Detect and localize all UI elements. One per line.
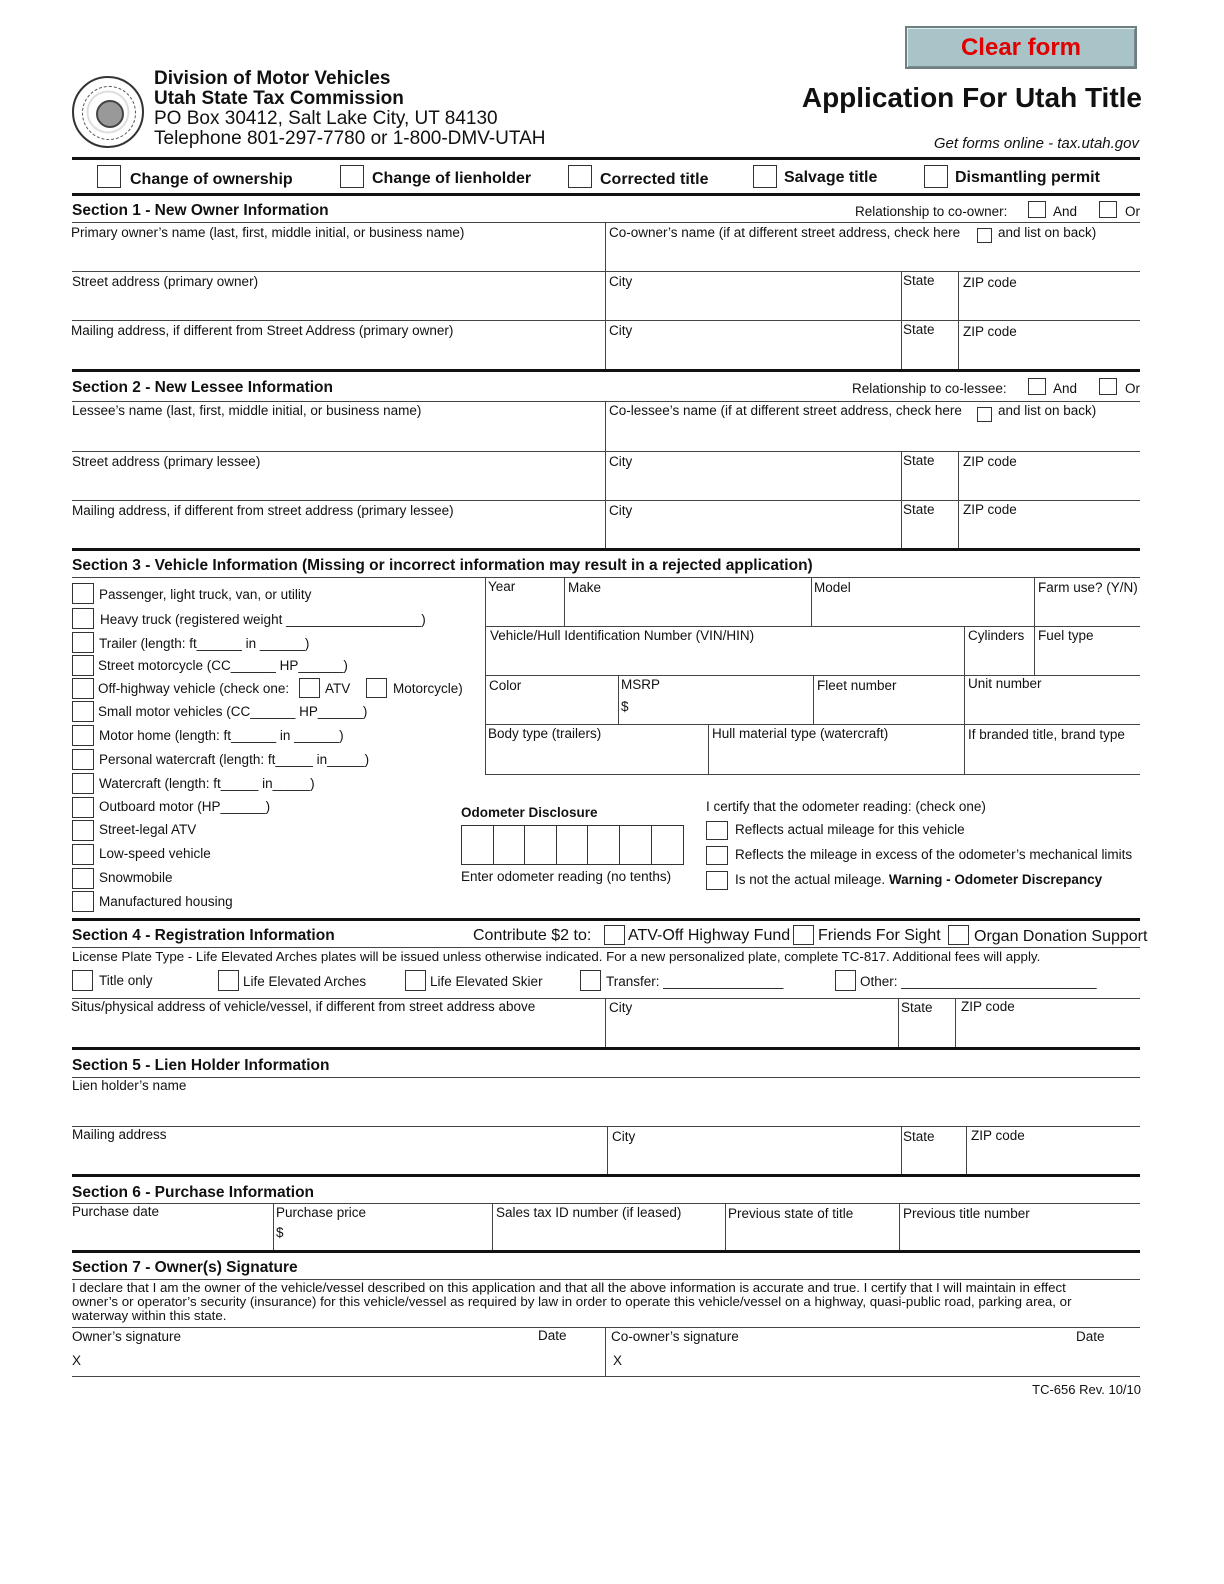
relationship-co-owner-label: Relationship to co-owner:: [855, 204, 1008, 219]
owner-zip-label: ZIP code: [963, 275, 1017, 290]
msrp-dollar-prefix: $: [621, 699, 629, 714]
owner-mailing-city-label: City: [609, 323, 633, 338]
odometer-digit-6[interactable]: [620, 826, 652, 864]
vehicle-type-low-speed-checkbox[interactable]: [72, 844, 94, 865]
lessee-mailing-state-field[interactable]: [902, 501, 958, 549]
license-plate-note: License Plate Type - Life Elevated Arches plates will be issued unless otherwise indicated. For a new personalized plate, complete TC-817. Additional fees will apply.: [72, 949, 1041, 964]
vehicle-type-heavy-truck-checkbox[interactable]: [72, 608, 94, 629]
co-owner-signature-date-label: Date: [1076, 1329, 1105, 1344]
owner-mailing-address-label: Mailing address, if different from Street Address (primary owner): [71, 323, 454, 338]
model-label: Model: [814, 580, 851, 595]
co-owner-or-label: Or: [1125, 204, 1140, 219]
change-of-ownership-checkbox[interactable]: [97, 165, 121, 188]
vehicle-type-personal-watercraft-label: Personal watercraft (length: ft_____ in_____): [99, 752, 370, 767]
situs-zip-field[interactable]: [956, 999, 1140, 1048]
dismantling-permit-checkbox[interactable]: [924, 165, 948, 188]
co-owner-signature-x-mark: X: [613, 1353, 623, 1368]
section3-heading: Section 3 - Vehicle Information (Missing or incorrect information may result in a rejected application): [72, 557, 813, 574]
plate-transfer-label: Transfer: ________________: [606, 974, 784, 989]
co-lessee-list-on-back-label: and list on back): [998, 403, 1097, 418]
co-lessee-or-label: Or: [1125, 381, 1140, 396]
lien-holder-name-field[interactable]: [72, 1078, 1140, 1126]
section1-heading: Section 1 - New Owner Information: [72, 202, 329, 219]
purchase-date-field[interactable]: [72, 1204, 273, 1251]
section5-heading: Section 5 - Lien Holder Information: [72, 1057, 330, 1074]
vehicle-type-watercraft-checkbox[interactable]: [72, 773, 94, 794]
vehicle-type-personal-watercraft-checkbox[interactable]: [72, 749, 94, 770]
divider: [72, 1047, 1140, 1050]
plate-title-only-checkbox[interactable]: [72, 970, 93, 991]
lessee-mailing-city-field[interactable]: [606, 501, 901, 549]
lien-holder-state-label: State: [903, 1129, 935, 1144]
situs-zip-label: ZIP code: [961, 999, 1015, 1014]
declaration-line-2: owner’s or operator’s security (insurance) for this vehicle/vessel as required by law in order to operate this vehicle/vessel on a highway, quasi-public road, parking area, or: [72, 1294, 1072, 1309]
corrected-title-label: Corrected title: [600, 171, 709, 188]
lessee-zip-field[interactable]: [959, 452, 1140, 501]
odometer-digit-1[interactable]: [462, 826, 494, 864]
vehicle-type-low-speed-label: Low-speed vehicle: [99, 846, 211, 861]
vehicle-type-street-motorcycle-label: Street motorcycle (CC______ HP______): [98, 658, 348, 673]
odometer-not-actual-label: [735, 872, 1102, 887]
plate-life-elevated-arches-checkbox[interactable]: [218, 970, 239, 991]
vehicle-type-snowmobile-label: Snowmobile: [99, 870, 173, 885]
divider: [72, 157, 1140, 160]
co-lessee-or-checkbox[interactable]: [1099, 378, 1117, 395]
co-lessee-name-field[interactable]: [606, 402, 1140, 451]
owner-signature-x-mark: X: [72, 1353, 82, 1368]
divider: [72, 1250, 1140, 1253]
lessee-name-field[interactable]: [72, 402, 605, 451]
vehicle-type-off-highway-checkbox[interactable]: [72, 678, 94, 699]
contribute-friends-for-sight-checkbox[interactable]: [793, 925, 814, 945]
owner-mailing-zip-field[interactable]: [959, 321, 1140, 370]
forms-online-link[interactable]: Get forms online - tax.utah.gov: [933, 135, 1139, 152]
contribute-atv-fund-checkbox[interactable]: [604, 925, 625, 945]
ohv-atv-checkbox[interactable]: [299, 678, 320, 698]
odometer-actual-mileage-label: Reflects actual mileage for this vehicle: [735, 822, 965, 837]
lessee-state-label: State: [903, 453, 935, 468]
owner-street-address-field[interactable]: [72, 272, 605, 321]
plate-life-elevated-skier-label: Life Elevated Skier: [430, 974, 543, 989]
odometer-digit-3[interactable]: [525, 826, 557, 864]
owner-zip-field[interactable]: [959, 272, 1140, 321]
vehicle-type-street-legal-atv-checkbox[interactable]: [72, 820, 94, 841]
owner-mailing-zip-label: ZIP code: [963, 324, 1017, 339]
section4-heading: Section 4 - Registration Information: [72, 927, 335, 944]
co-owner-name-label: Co-owner’s name (if at different street address, check here: [609, 225, 961, 240]
ohv-motorcycle-label: Motorcycle): [393, 681, 463, 696]
org-address: PO Box 30412, Salt Lake City, UT 84130: [154, 108, 498, 129]
situs-city-label: City: [609, 1000, 633, 1015]
color-field[interactable]: [486, 676, 618, 724]
lessee-zip-label: ZIP code: [963, 454, 1017, 469]
lessee-mailing-zip-label: ZIP code: [963, 502, 1017, 517]
odometer-discrepancy-warning: Warning - Odometer Discrepancy: [888, 872, 1103, 887]
change-of-ownership-label: Change of ownership: [130, 171, 293, 188]
lessee-city-field[interactable]: [606, 452, 901, 501]
model-field[interactable]: [812, 578, 1034, 626]
situs-state-field[interactable]: [899, 999, 955, 1048]
lessee-city-label: City: [609, 454, 633, 469]
owner-mailing-state-field[interactable]: [902, 321, 958, 370]
vehicle-type-small-motor-label: Small motor vehicles (CC______ HP______): [98, 704, 368, 719]
purchase-price-field[interactable]: [274, 1204, 492, 1251]
vin-field[interactable]: [486, 627, 964, 675]
make-label: Make: [568, 580, 602, 595]
co-lessee-name-label: Co-lessee’s name (if at different street address, check here: [609, 403, 962, 418]
plate-other-label: Other: __________________________: [860, 974, 1097, 989]
divider: [72, 1376, 1140, 1377]
co-owner-and-checkbox[interactable]: [1028, 201, 1046, 218]
msrp-label: MSRP: [621, 677, 661, 692]
owner-mailing-address-field[interactable]: [72, 321, 605, 370]
declaration-line-3: waterway within this state.: [72, 1308, 227, 1323]
plate-title-only-label: Title only: [99, 973, 153, 988]
owner-mailing-city-field[interactable]: [606, 321, 901, 370]
contribute-friends-for-sight-label: Friends For Sight: [818, 927, 941, 944]
year-label: Year: [488, 579, 516, 594]
plate-life-elevated-arches-label: Life Elevated Arches: [243, 974, 367, 989]
vehicle-type-street-motorcycle-checkbox[interactable]: [72, 655, 94, 676]
salvage-title-checkbox[interactable]: [753, 165, 777, 188]
clear-form-button[interactable]: Clear form: [905, 26, 1137, 69]
lien-holder-zip-field[interactable]: [967, 1127, 1140, 1175]
section6-heading: Section 6 - Purchase Information: [72, 1184, 315, 1201]
contribute-organ-donation-label: Organ Donation Support: [974, 928, 1148, 945]
lien-holder-name-label: Lien holder’s name: [72, 1078, 187, 1093]
fuel-type-field[interactable]: [1035, 627, 1140, 675]
odometer-digit-7[interactable]: [652, 826, 684, 864]
co-owner-or-checkbox[interactable]: [1099, 201, 1117, 218]
vehicle-type-manufactured-housing-checkbox[interactable]: [72, 891, 94, 912]
vin-label: Vehicle/Hull Identification Number (VIN/HIN): [490, 628, 755, 643]
odometer-hint: Enter odometer reading (no tenths): [461, 869, 672, 884]
org-telephone: Telephone 801-297-7780 or 1-800-DMV-UTAH: [154, 128, 546, 149]
vehicle-type-heavy-truck-label: Heavy truck (registered weight __________________): [100, 612, 426, 627]
contribute-atv-fund-label: ATV-Off Highway Fund: [628, 927, 791, 944]
lessee-state-field[interactable]: [902, 452, 958, 501]
lien-holder-city-field[interactable]: [608, 1127, 901, 1175]
ohv-motorcycle-checkbox[interactable]: [366, 678, 387, 698]
owner-city-label: City: [609, 274, 633, 289]
ohv-atv-label: ATV: [325, 681, 351, 696]
odometer-exceeds-limits-checkbox[interactable]: [706, 846, 728, 865]
co-owner-list-on-back-label: and list on back): [998, 225, 1097, 240]
cylinders-field[interactable]: [965, 627, 1034, 675]
co-lessee-and-label: And: [1053, 381, 1078, 396]
fuel-type-label: Fuel type: [1038, 628, 1094, 643]
divider: [72, 548, 1140, 551]
vehicle-type-snowmobile-checkbox[interactable]: [72, 868, 94, 889]
purchase-date-label: Purchase date: [72, 1204, 160, 1219]
page-title: Application For Utah Title: [801, 82, 1142, 113]
primary-owner-name-field[interactable]: [72, 223, 605, 272]
vehicle-type-outboard-motor-checkbox[interactable]: [72, 797, 94, 818]
divider: [72, 947, 1140, 948]
previous-state-label: Previous state of title: [728, 1206, 854, 1221]
cylinders-label: Cylinders: [968, 628, 1025, 643]
owner-signature-date-label: Date: [538, 1328, 567, 1343]
owner-city-field[interactable]: [606, 272, 901, 321]
farm-use-field[interactable]: [1035, 578, 1140, 626]
contribute-label: Contribute $2 to:: [473, 927, 592, 944]
lessee-mailing-state-label: State: [903, 502, 935, 517]
change-of-lienholder-checkbox[interactable]: [340, 165, 364, 188]
lien-holder-mailing-label: Mailing address: [72, 1127, 167, 1142]
divider: [72, 1174, 1140, 1177]
previous-state-field[interactable]: [726, 1204, 899, 1251]
utah-state-seal-logo: [72, 76, 144, 148]
odometer-digit-2[interactable]: [494, 826, 526, 864]
divider: [72, 369, 1140, 372]
fleet-number-field[interactable]: [814, 676, 964, 724]
lessee-street-address-field[interactable]: [72, 452, 605, 501]
msrp-field[interactable]: [619, 676, 813, 724]
co-owner-different-address-checkbox[interactable]: [977, 228, 992, 243]
make-field[interactable]: [565, 578, 811, 626]
color-label: Color: [489, 678, 522, 693]
vehicle-type-trailer-label: Trailer (length: ft______ in ______): [99, 636, 310, 651]
sales-tax-id-label: Sales tax ID number (if leased): [496, 1205, 682, 1220]
situs-address-field[interactable]: [72, 999, 605, 1048]
vehicle-type-outboard-motor-label: Outboard motor (HP______): [99, 799, 271, 814]
odometer-digit-5[interactable]: [588, 826, 620, 864]
plate-other-checkbox[interactable]: [835, 970, 856, 991]
vehicle-type-off-highway-label: Off-highway vehicle (check one:: [98, 681, 290, 696]
co-owner-signature-field[interactable]: [606, 1328, 1140, 1376]
fleet-number-label: Fleet number: [817, 678, 897, 693]
owner-signature-field[interactable]: [72, 1328, 605, 1376]
body-type-label: Body type (trailers): [488, 726, 602, 741]
lessee-name-label: Lessee’s name (last, first, middle initial, or business name): [72, 403, 422, 418]
co-lessee-and-checkbox[interactable]: [1028, 378, 1046, 395]
owner-state-label: State: [903, 273, 935, 288]
farm-use-label: Farm use? (Y/N): [1038, 580, 1138, 595]
purchase-price-dollar-prefix: $: [276, 1225, 284, 1240]
body-type-field[interactable]: [486, 725, 708, 774]
lessee-mailing-address-field[interactable]: [72, 501, 605, 549]
vehicle-type-street-legal-atv-label: Street-legal ATV: [99, 822, 197, 837]
contribute-organ-donation-checkbox[interactable]: [948, 925, 969, 945]
odometer-exceeds-limits-label: Reflects the mileage in excess of the odometer’s mechanical limits: [735, 847, 1133, 862]
odometer-certify-label: I certify that the odometer reading: (check one): [706, 799, 986, 814]
odometer-reading-input[interactable]: [461, 825, 684, 865]
form-id: TC-656 Rev. 10/10: [1032, 1382, 1141, 1397]
lessee-street-address-label: Street address (primary lessee): [72, 454, 261, 469]
plate-transfer-checkbox[interactable]: [580, 970, 601, 991]
lessee-mailing-address-label: Mailing address, if different from street address (primary lessee): [72, 503, 454, 518]
lien-holder-city-label: City: [612, 1129, 636, 1144]
owner-mailing-state-label: State: [903, 322, 935, 337]
divider: [72, 918, 1140, 921]
section7-heading: Section 7 - Owner(s) Signature: [72, 1259, 298, 1276]
section2-heading: Section 2 - New Lessee Information: [72, 379, 333, 396]
previous-title-number-field[interactable]: [900, 1204, 1140, 1251]
owner-signature-label: Owner’s signature: [72, 1329, 182, 1344]
unit-number-label: Unit number: [968, 676, 1042, 691]
situs-state-label: State: [901, 1000, 933, 1015]
lien-holder-zip-label: ZIP code: [971, 1128, 1025, 1143]
salvage-title-label: Salvage title: [784, 169, 878, 186]
owner-street-address-label: Street address (primary owner): [72, 274, 259, 289]
odometer-not-actual-checkbox[interactable]: [706, 871, 728, 890]
unit-number-field[interactable]: [965, 676, 1140, 724]
declaration-text: [72, 1281, 1072, 1323]
lien-holder-mailing-field[interactable]: [72, 1127, 607, 1175]
co-owner-name-field[interactable]: [606, 223, 1140, 272]
divider: [72, 193, 1140, 196]
relationship-co-lessee-label: Relationship to co-lessee:: [852, 381, 1007, 396]
dismantling-permit-label: Dismantling permit: [955, 169, 1100, 186]
odometer-not-actual-text: Is not the actual mileage.: [735, 872, 886, 887]
odometer-digit-4[interactable]: [557, 826, 589, 864]
brand-type-label: If branded title, brand type: [968, 727, 1125, 742]
sales-tax-id-field[interactable]: [493, 1204, 725, 1251]
odometer-actual-mileage-checkbox[interactable]: [706, 821, 728, 840]
co-owner-signature-label: Co-owner’s signature: [611, 1329, 739, 1344]
co-owner-and-label: And: [1053, 204, 1078, 219]
lessee-mailing-city-label: City: [609, 503, 633, 518]
corrected-title-checkbox[interactable]: [568, 165, 592, 188]
vehicle-type-passenger-label: Passenger, light truck, van, or utility: [99, 587, 312, 602]
declaration-line-1: I declare that I am the owner of the vehicle/vessel described on this application and that all the above information is accurate and true. I certify that I will maintain in effect: [72, 1280, 1066, 1295]
vehicle-type-motor-home-label: Motor home (length: ft______ in ______): [99, 728, 344, 743]
primary-owner-name-label: Primary owner’s name (last, first, middle initial, or business name): [71, 225, 465, 240]
vehicle-type-trailer-checkbox[interactable]: [72, 632, 94, 653]
org-subname: Utah State Tax Commission: [154, 88, 404, 109]
divider: [485, 774, 1140, 775]
year-field[interactable]: [486, 578, 564, 626]
situs-address-label: Situs/physical address of vehicle/vessel, if different from street address above: [71, 999, 536, 1014]
previous-title-number-label: Previous title number: [903, 1206, 1030, 1221]
vehicle-type-watercraft-label: Watercraft (length: ft_____ in_____): [99, 776, 315, 791]
vehicle-type-small-motor-checkbox[interactable]: [72, 701, 94, 722]
plate-life-elevated-skier-checkbox[interactable]: [405, 970, 426, 991]
odometer-heading: Odometer Disclosure: [461, 805, 598, 820]
co-lessee-different-address-checkbox[interactable]: [977, 407, 992, 422]
lien-holder-state-field[interactable]: [902, 1127, 966, 1175]
org-name: Division of Motor Vehicles: [154, 68, 391, 89]
hull-material-field[interactable]: [709, 725, 964, 774]
situs-city-field[interactable]: [606, 999, 898, 1048]
owner-state-field[interactable]: [902, 272, 958, 321]
change-of-lienholder-label: Change of lienholder: [372, 170, 532, 187]
vehicle-type-motor-home-checkbox[interactable]: [72, 725, 94, 746]
vehicle-type-passenger-checkbox[interactable]: [72, 583, 94, 604]
hull-material-label: Hull material type (watercraft): [712, 726, 889, 741]
vehicle-type-manufactured-housing-label: Manufactured housing: [99, 894, 233, 909]
lessee-mailing-zip-field[interactable]: [959, 501, 1140, 549]
brand-type-field[interactable]: [965, 725, 1140, 774]
purchase-price-label: Purchase price: [276, 1205, 367, 1220]
